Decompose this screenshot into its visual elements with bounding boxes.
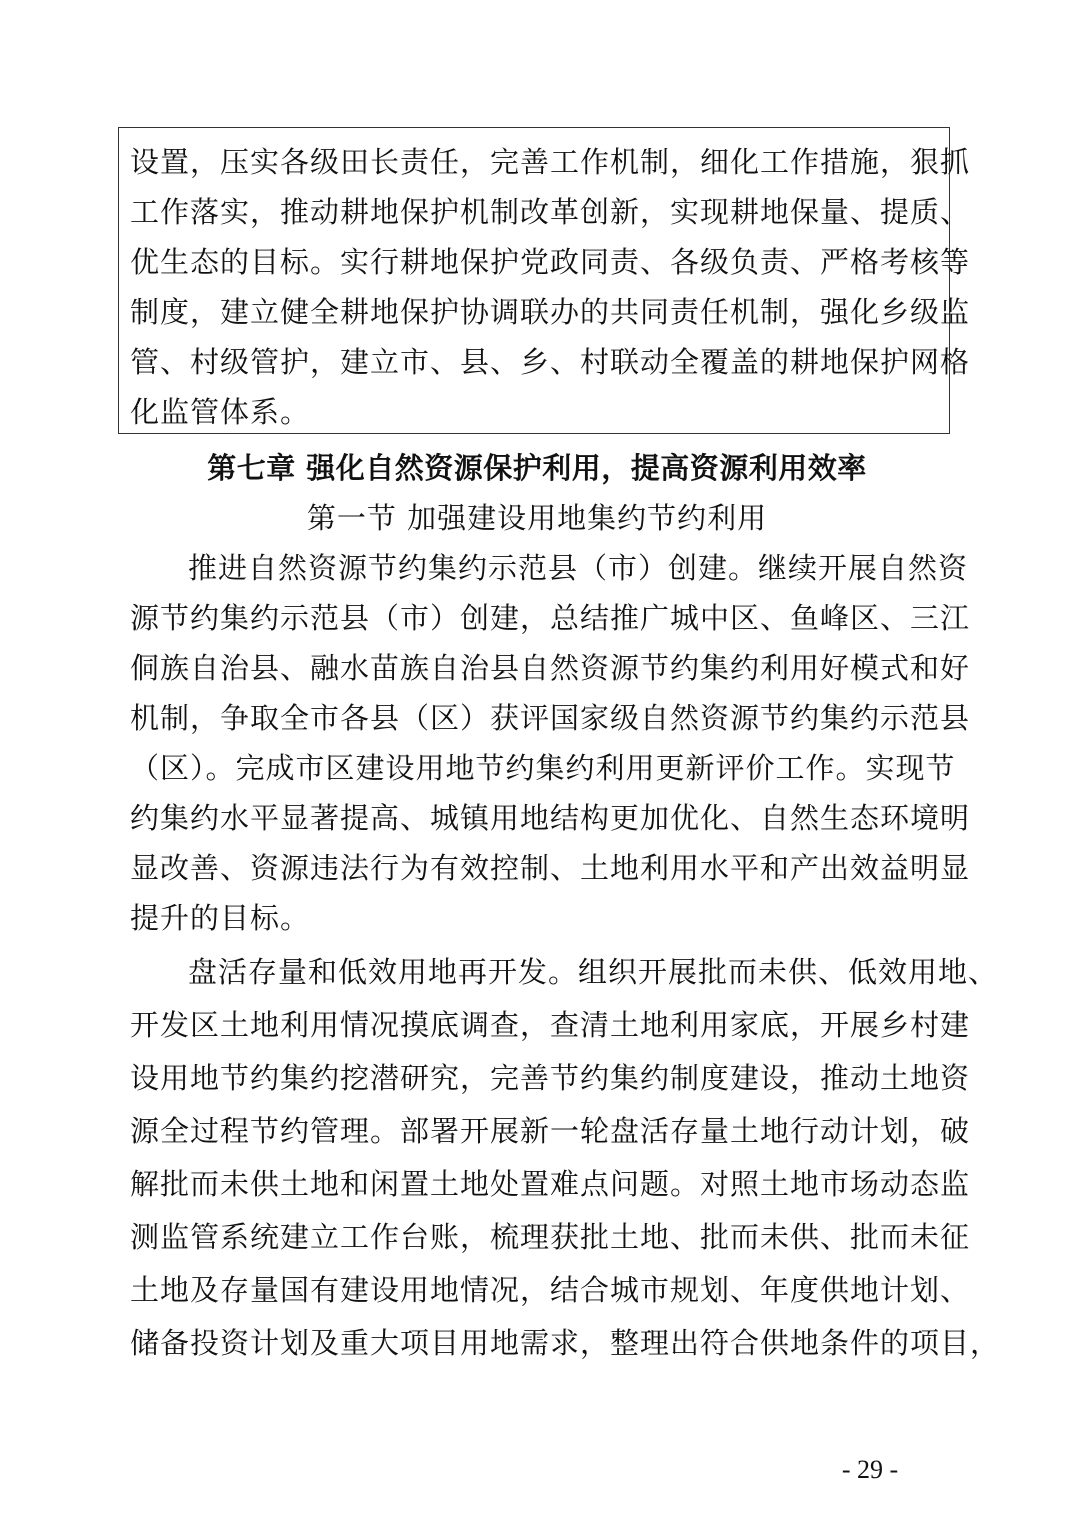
- para1-line-7: 显改善、资源违法行为有效控制、土地利用水平和产出效益明显: [130, 851, 971, 885]
- para1-line-4: 机制，争取全市各县（区）获评国家级自然资源节约集约示范县: [130, 701, 971, 735]
- box-line-3: 优生态的目标。实行耕地保护党政同责、各级负责、严格考核等: [130, 245, 971, 279]
- para2-line-1: 盘活存量和低效用地再开发。组织开展批而未供、低效用地、: [188, 955, 999, 989]
- para1-line-1: 推进自然资源节约集约示范县（市）创建。继续开展自然资: [188, 551, 969, 585]
- box-line-4: 制度，建立健全耕地保护协调联办的共同责任机制，强化乡级监: [130, 295, 971, 329]
- box-line-5: 管、村级管护，建立市、县、乡、村联动全覆盖的耕地保护网格: [130, 345, 971, 379]
- para2-line-8: 储备投资计划及重大项目用地需求，整理出符合供地条件的项目，: [130, 1326, 1001, 1360]
- box-line-1: 设置，压实各级田长责任，完善工作机制，细化工作措施，狠抓: [130, 145, 971, 179]
- para1-line-6: 约集约水平显著提高、城镇用地结构更加优化、自然生态环境明: [130, 801, 971, 835]
- para1-line-8: 提升的目标。: [130, 901, 311, 935]
- para2-line-4: 源全过程节约管理。部署开展新一轮盘活存量土地行动计划，破: [130, 1114, 971, 1148]
- chapter-title: 第七章 强化自然资源保护利用，提高资源利用效率: [207, 451, 867, 485]
- para1-line-2: 源节约集约示范县（市）创建，总结推广城中区、鱼峰区、三江: [130, 601, 971, 635]
- para2-line-7: 土地及存量国有建设用地情况，结合城市规划、年度供地计划、: [130, 1273, 971, 1307]
- para2-line-2: 开发区土地利用情况摸底调查，查清土地利用家底，开展乡村建: [130, 1008, 971, 1042]
- box-line-2: 工作落实，推动耕地保护机制改革创新，实现耕地保量、提质、: [130, 195, 971, 229]
- section-title: 第一节 加强建设用地集约节约利用: [306, 501, 768, 535]
- para2-line-3: 设用地节约集约挖潜研究，完善节约集约制度建设，推动土地资: [130, 1061, 971, 1095]
- para1-line-3: 侗族自治县、融水苗族自治县自然资源节约集约利用好模式和好: [130, 651, 971, 685]
- box-line-6: 化监管体系。: [130, 395, 311, 429]
- para2-line-6: 测监管系统建立工作台账，梳理获批土地、批而未供、批而未征: [130, 1220, 971, 1254]
- page-number: - 29 -: [841, 1455, 899, 1484]
- para1-line-5: （区）。完成市区建设用地节约集约利用更新评价工作。实现节: [130, 751, 956, 785]
- para2-line-5: 解批而未供土地和闲置土地处置难点问题。对照土地市场动态监: [130, 1167, 971, 1201]
